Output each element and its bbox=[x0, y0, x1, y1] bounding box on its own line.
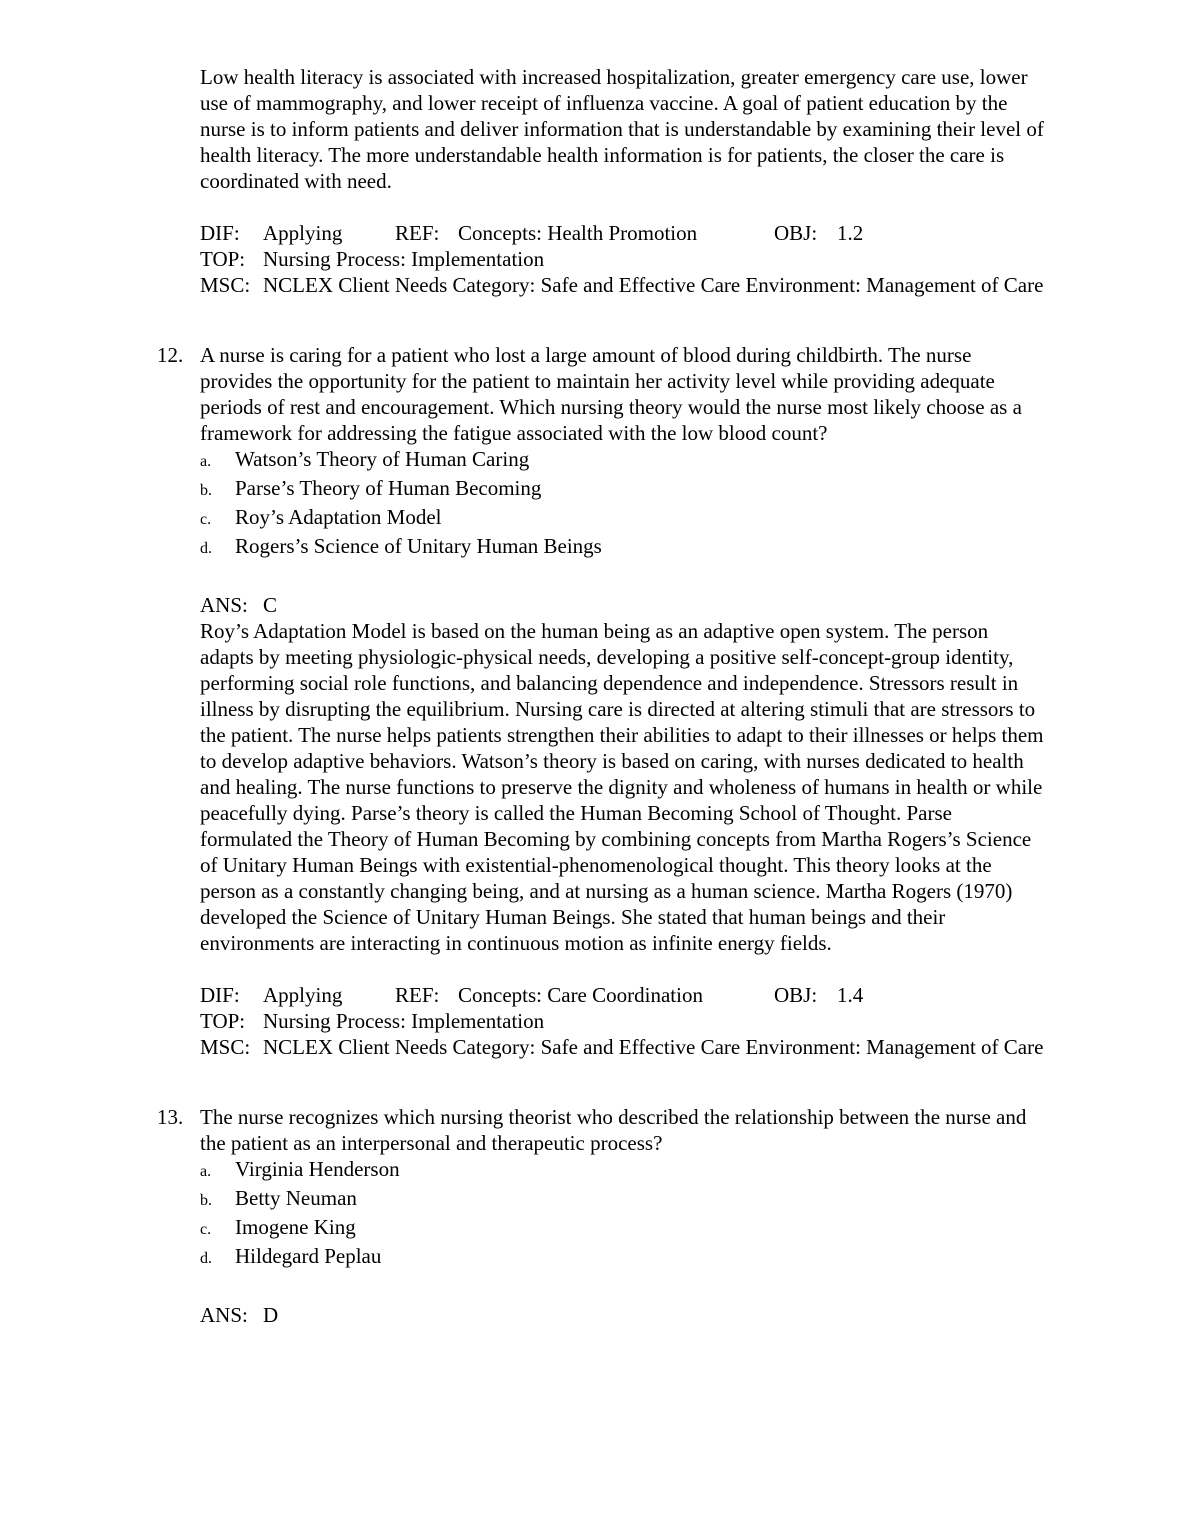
option-text: Rogers’s Science of Unitary Human Beings bbox=[235, 534, 602, 558]
option-text: Parse’s Theory of Human Becoming bbox=[235, 476, 542, 500]
answer-block bbox=[200, 1302, 1045, 1328]
paragraph: Roy’s Adaptation Model is based on the human being as an adaptive open system. The person adapts by meeting physiologic-physical needs, developing a positive self-concept-group identity, performing social role functions, and balancing dependence and independence. Stressors result in illness by disrupting the equilibrium. Nursing care is directed at altering stimuli that are stressors to the patient. The nurse helps patients strengthen their abilities to adapt to their illnesses or helps them to develop adaptive behaviors. Watson’s theory is based on caring, with nurses dedicated to health and healing. The nurse functions to preserve the dignity and wholeness of humans in health or while peacefully dying. Parse’s theory is called the Human Becoming School of Thought. Parse formulated the Theory of Human Becoming by combining concepts from Martha Rogers’s Science of Unitary Human Beings with existential-phenomenological thought. This theory looks at the person as a constantly changing being, and at nursing as a human science. Martha Rogers (1970) developed the Science of Unitary Human Beings. She stated that human beings and their environments are interacting in continuous motion as infinite energy fields. bbox=[200, 619, 1044, 955]
meta-value: Nursing Process: Implementation bbox=[263, 1009, 545, 1033]
question-body bbox=[200, 1104, 1045, 1272]
meta-value: Applying bbox=[263, 221, 343, 245]
meta-value: Nursing Process: Implementation bbox=[263, 247, 545, 271]
meta-value: NCLEX Client Needs Category: Safe and Effective Care Environment: Management of Care bbox=[263, 273, 1044, 297]
question-body bbox=[200, 342, 1045, 562]
options-list bbox=[200, 446, 1045, 562]
meta-value: Concepts: Care Coordination bbox=[458, 983, 703, 1007]
meta-value: Concepts: Health Promotion bbox=[458, 221, 698, 245]
option-letter: a. bbox=[200, 453, 212, 470]
option-letter: d. bbox=[200, 1250, 212, 1267]
meta-label: DIF: bbox=[200, 983, 240, 1007]
meta-pair bbox=[200, 1009, 544, 1033]
option-letter: d. bbox=[200, 540, 212, 557]
option-text: Roy’s Adaptation Model bbox=[235, 505, 442, 529]
meta-label: OBJ: bbox=[774, 221, 818, 245]
answer-value: D bbox=[263, 1303, 279, 1327]
option-text: Betty Neuman bbox=[235, 1186, 357, 1210]
option-text: Virginia Henderson bbox=[235, 1157, 400, 1181]
meta-label: MSC: bbox=[200, 1035, 251, 1059]
meta-value: 1.2 bbox=[837, 221, 864, 245]
option-letter: b. bbox=[200, 482, 212, 499]
option-text: Watson’s Theory of Human Caring bbox=[235, 447, 530, 471]
meta-pair bbox=[395, 982, 774, 1008]
option-row bbox=[200, 1185, 1045, 1214]
option-letter: b. bbox=[200, 1192, 212, 1209]
option-letter: c. bbox=[200, 1221, 212, 1238]
question-number: 12. bbox=[157, 343, 184, 367]
meta-line bbox=[200, 1008, 1045, 1034]
meta-pair bbox=[200, 273, 1043, 297]
meta-block bbox=[200, 982, 1045, 1060]
meta-line bbox=[200, 220, 1045, 246]
document-content bbox=[157, 64, 1045, 1328]
answer-label: ANS: bbox=[200, 1303, 248, 1327]
option-row bbox=[200, 475, 1045, 504]
meta-label: OBJ: bbox=[774, 983, 818, 1007]
meta-pair bbox=[200, 1035, 1043, 1059]
question-number: 13. bbox=[157, 1105, 184, 1129]
question-block bbox=[157, 342, 1045, 562]
meta-value: NCLEX Client Needs Category: Safe and Effective Care Environment: Management of Care bbox=[263, 1035, 1044, 1059]
meta-pair bbox=[200, 247, 544, 271]
meta-value: Applying bbox=[263, 983, 343, 1007]
meta-label: TOP: bbox=[200, 247, 246, 271]
meta-pair bbox=[395, 220, 774, 246]
meta-label: TOP: bbox=[200, 1009, 246, 1033]
options-list bbox=[200, 1156, 1045, 1272]
question-text: The nurse recognizes which nursing theorist who described the relationship between the nurse and the patient as an interpersonal and therapeutic process? bbox=[200, 1105, 1027, 1155]
meta-line bbox=[200, 246, 1045, 272]
meta-label: MSC: bbox=[200, 273, 251, 297]
answer-value: C bbox=[263, 593, 278, 617]
meta-pair bbox=[774, 982, 863, 1008]
option-row bbox=[200, 504, 1045, 533]
option-row bbox=[200, 533, 1045, 562]
meta-pair bbox=[200, 220, 395, 246]
paragraph: Low health literacy is associated with increased hospitalization, greater emergency care use, lower use of mammography, and lower receipt of influenza vaccine. A goal of patient education by the nurse is to inform patients and deliver information that is understandable by examining their level of health literacy. The more understandable health information is for patients, the closer the care is coordinated with need. bbox=[200, 65, 1044, 193]
meta-label: REF: bbox=[395, 221, 440, 245]
option-row bbox=[200, 1156, 1045, 1185]
option-letter: c. bbox=[200, 511, 212, 528]
meta-block bbox=[200, 220, 1045, 298]
option-row bbox=[200, 1214, 1045, 1243]
option-text: Hildegard Peplau bbox=[235, 1244, 382, 1268]
answer-label: ANS: bbox=[200, 593, 248, 617]
answer-block bbox=[200, 592, 1045, 618]
option-row bbox=[200, 446, 1045, 475]
meta-pair bbox=[774, 220, 863, 246]
meta-label: DIF: bbox=[200, 221, 240, 245]
meta-line bbox=[200, 982, 1045, 1008]
question-text: A nurse is caring for a patient who lost a large amount of blood during childbirth. The nurse provides the opportunity for the patient to maintain her activity level while providing adequate periods of rest and encouragement. Which nursing theory would the nurse most likely choose as a framework for addressing the fatigue associated with the low blood count? bbox=[200, 343, 1022, 445]
meta-label: REF: bbox=[395, 983, 440, 1007]
option-text: Imogene King bbox=[235, 1215, 356, 1239]
meta-line bbox=[200, 272, 1045, 298]
question-block bbox=[157, 1104, 1045, 1272]
meta-line bbox=[200, 1034, 1045, 1060]
option-letter: a. bbox=[200, 1163, 212, 1180]
meta-pair bbox=[200, 982, 395, 1008]
meta-value: 1.4 bbox=[837, 983, 864, 1007]
option-row bbox=[200, 1243, 1045, 1272]
